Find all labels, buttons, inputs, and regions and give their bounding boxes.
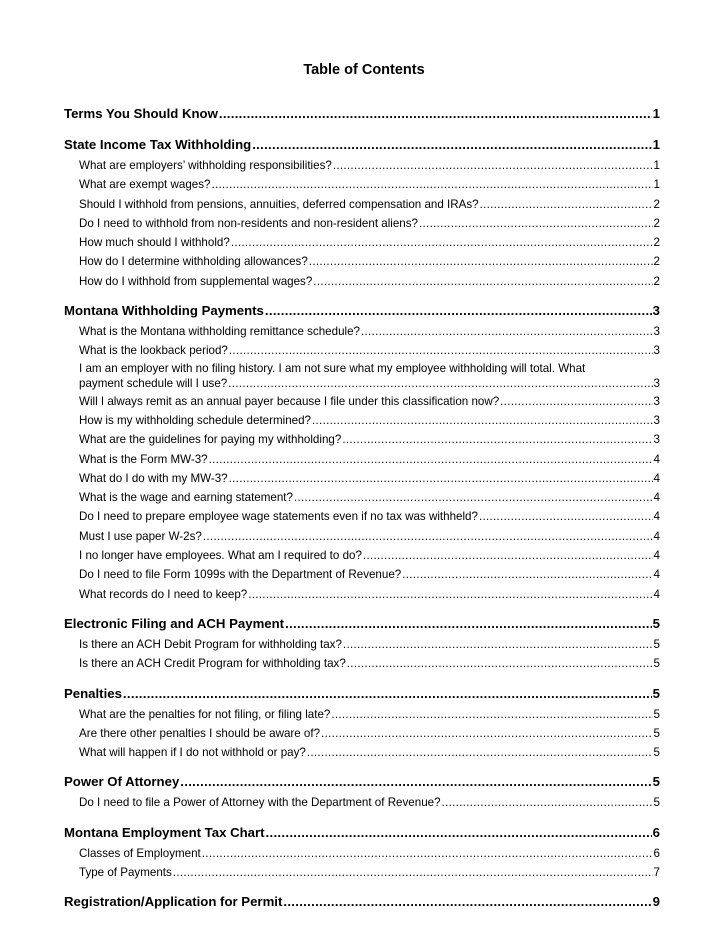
toc-entry[interactable]: [64, 156, 660, 175]
toc-entry-text: What is the Form MW-3?: [79, 452, 208, 466]
toc-entry[interactable]: [64, 863, 660, 882]
toc-entry[interactable]: [64, 175, 660, 194]
dot-leader: [331, 705, 652, 724]
toc-entry-text: What are the guidelines for paying my withholding?: [79, 433, 342, 447]
toc-entry[interactable]: [64, 322, 660, 341]
toc-page-number: 3: [653, 344, 660, 358]
toc-entry-text: Should I withhold from pensions, annuities, deferred compensation and IRAs?: [79, 197, 479, 211]
toc-heading[interactable]: [64, 103, 660, 125]
toc-entry[interactable]: [64, 705, 660, 724]
toc-heading[interactable]: [64, 683, 660, 705]
toc-page-number: 3: [653, 413, 660, 427]
toc-entry[interactable]: [64, 411, 660, 430]
dot-leader: [285, 613, 652, 635]
toc-entry-text: Is there an ACH Credit Program for withholding tax?: [79, 657, 346, 671]
dot-leader: [248, 585, 652, 604]
dot-leader: [343, 635, 653, 654]
dot-leader: [173, 863, 653, 882]
toc-page-number: 4: [653, 587, 660, 601]
dot-leader: [321, 724, 653, 743]
toc-page-number: 5: [653, 796, 660, 810]
toc-page-number: 1: [653, 159, 660, 172]
toc-page-number: 3: [652, 303, 660, 319]
toc-heading[interactable]: [64, 891, 660, 913]
toc-entry-first-line: I am an employer with no filing history. I am not sure what my employee withholding will total. What: [79, 361, 586, 375]
dot-leader: [402, 565, 652, 584]
toc-page-number: 5: [653, 707, 660, 721]
toc-entry-text: payment schedule will I use?: [79, 376, 228, 390]
toc-entry[interactable]: [64, 654, 660, 673]
dot-leader: [229, 341, 653, 360]
dot-leader: [309, 252, 653, 271]
toc-entry-text: What will happen if I do not withhold or pay?: [79, 746, 306, 760]
toc-page-number: 2: [653, 274, 660, 288]
toc-entry-text: What is the Montana withholding remittance schedule?: [79, 325, 360, 339]
toc-page-number: 1: [652, 137, 660, 152]
toc-page-number: 5: [653, 657, 660, 671]
toc-heading-title: Electronic Filing and ACH Payment: [64, 615, 285, 631]
dot-leader: [479, 507, 653, 526]
toc-heading[interactable]: [64, 300, 660, 322]
toc-entry[interactable]: [64, 469, 660, 488]
dot-leader: [123, 683, 652, 705]
toc-entry-text: Classes of Employment: [79, 846, 201, 860]
toc-page-number: 9: [652, 894, 660, 910]
toc-page-number: 5: [652, 615, 660, 631]
toc-heading-title: Registration/Application for Permit: [64, 894, 283, 910]
toc-entry-text: Do I need to file Form 1099s with the Department of Revenue?: [79, 568, 402, 582]
toc-page-number: 5: [652, 685, 660, 701]
dot-leader: [363, 546, 653, 565]
toc-entry-text: Type of Payments: [79, 866, 172, 880]
dot-leader: [480, 195, 653, 214]
toc-heading-title: Penalties: [64, 685, 122, 701]
toc-page-number: 7: [653, 866, 660, 880]
dot-leader: [265, 300, 652, 322]
dot-leader: [211, 175, 652, 194]
toc-page-number: 4: [653, 549, 660, 563]
toc-page-number: 3: [653, 394, 660, 408]
toc-entry-text: Do I need to withhold from non-residents and non-resident aliens?: [79, 216, 418, 230]
toc-page-number: 5: [653, 746, 660, 760]
toc-page-number: 6: [652, 824, 660, 840]
toc-entry-text: Do I need to file a Power of Attorney with the Department of Revenue?: [79, 796, 441, 810]
toc-heading-title: Power Of Attorney: [64, 774, 180, 790]
dot-leader: [231, 233, 653, 252]
dot-leader: [500, 392, 652, 411]
toc-entry[interactable]: [64, 585, 660, 604]
toc-entry[interactable]: [64, 450, 660, 469]
toc-section: [64, 613, 660, 674]
toc-entry[interactable]: [64, 195, 660, 214]
dot-leader: [313, 272, 652, 291]
toc-page-number: 1: [652, 106, 660, 121]
toc-entry[interactable]: [64, 272, 660, 291]
page-title: Table of Contents: [303, 62, 425, 78]
toc-entry[interactable]: [64, 546, 660, 565]
toc-section: [64, 683, 660, 763]
toc-entry[interactable]: [64, 844, 660, 863]
toc-entry-text: What are exempt wages?: [79, 178, 211, 192]
toc-page-number: 6: [653, 846, 660, 860]
dot-leader: [203, 527, 653, 546]
toc-entry[interactable]: [64, 361, 660, 392]
toc-entry[interactable]: [64, 430, 660, 449]
toc-heading-title: Montana Employment Tax Chart: [64, 824, 265, 840]
toc-section: [64, 771, 660, 812]
toc-entry[interactable]: [64, 233, 660, 252]
dot-leader: [229, 469, 653, 488]
toc-entry-text: Are there other penalties I should be aware of?: [79, 726, 321, 740]
toc-entry-text: How do I determine withholding allowances?: [79, 255, 308, 269]
toc-section: [64, 891, 660, 913]
dot-leader: [312, 411, 653, 430]
toc-page-number: 2: [653, 197, 660, 211]
dot-leader: [252, 134, 651, 156]
toc-section: [64, 103, 660, 125]
toc-entry[interactable]: [64, 488, 660, 507]
toc-entry-text: Do I need to prepare employee wage statements even if no tax was withheld?: [79, 510, 478, 524]
toc-page-number: 4: [653, 452, 660, 466]
toc-entry-text: How do I withhold from supplemental wages?: [79, 274, 313, 288]
toc-entry-text: Will I always remit as an annual payer because I file under this classification now?: [79, 394, 500, 408]
dot-leader: [342, 430, 652, 449]
toc-page-number: 3: [653, 433, 660, 447]
dot-leader: [333, 156, 653, 175]
dot-leader: [307, 743, 653, 762]
toc-heading[interactable]: [64, 134, 660, 156]
toc-heading[interactable]: [64, 613, 660, 635]
toc-entry-text: What are employers’ withholding responsibilities?: [79, 159, 332, 172]
dot-leader: [219, 103, 652, 125]
toc-entry-text: Is there an ACH Debit Program for withholding tax?: [79, 637, 342, 651]
toc-entry[interactable]: [64, 793, 660, 812]
toc-entry[interactable]: [64, 252, 660, 271]
toc-entry-text: Must I use paper W-2s?: [79, 529, 202, 543]
toc-page-number: 4: [653, 471, 660, 485]
toc-entry[interactable]: [64, 635, 660, 654]
toc-entry[interactable]: [64, 392, 660, 411]
toc-heading[interactable]: [64, 822, 660, 844]
toc-entry[interactable]: [64, 743, 660, 762]
dot-leader: [209, 450, 653, 469]
toc-entry[interactable]: [64, 565, 660, 584]
dot-leader: [228, 376, 652, 392]
toc-entry[interactable]: [64, 341, 660, 360]
toc-page-number: 4: [653, 529, 660, 543]
toc-entry-text: How is my withholding schedule determined?: [79, 413, 311, 427]
toc-entry-text: What is the lookback period?: [79, 344, 228, 358]
toc-section: [64, 300, 660, 604]
toc-entry-text: What do I do with my MW-3?: [79, 471, 228, 485]
toc-page-number: 5: [653, 637, 660, 651]
toc-heading[interactable]: [64, 771, 660, 793]
dot-leader: [347, 654, 653, 673]
toc-page-number: 3: [653, 376, 660, 390]
toc-section: [64, 822, 660, 883]
toc-page-number: 2: [653, 255, 660, 269]
dot-leader: [419, 214, 653, 233]
toc-page-number: 2: [653, 216, 660, 230]
toc-page-number: 4: [653, 491, 660, 505]
toc-entry[interactable]: [64, 724, 660, 743]
dot-leader: [266, 822, 652, 844]
toc-entry-text: What records do I need to keep?: [79, 587, 248, 601]
dot-leader: [294, 488, 653, 507]
toc-entry[interactable]: [64, 214, 660, 233]
toc-heading-title: Terms You Should Know: [64, 106, 218, 121]
toc-entry-text: What are the penalties for not filing, or filing late?: [79, 707, 331, 721]
toc-page-number: 5: [653, 726, 660, 740]
toc-page-number: 2: [653, 236, 660, 250]
toc-page-number: 4: [653, 568, 660, 582]
table-of-contents: [64, 103, 660, 913]
dot-leader: [361, 322, 653, 341]
dot-leader: [180, 771, 651, 793]
dot-leader: [202, 844, 653, 863]
dot-leader: [442, 793, 653, 812]
toc-heading-title: State Income Tax Withholding: [64, 137, 252, 152]
toc-entry[interactable]: [64, 527, 660, 546]
toc-page-number: 3: [653, 325, 660, 339]
toc-page-number: 5: [652, 774, 660, 790]
toc-section: [64, 134, 660, 291]
dot-leader: [283, 891, 651, 913]
toc-page-number: 4: [653, 510, 660, 524]
toc-entry[interactable]: [64, 507, 660, 526]
toc-entry-text: I no longer have employees. What am I required to do?: [79, 549, 362, 563]
toc-entry-text: How much should I withhold?: [79, 236, 230, 250]
toc-page-number: 1: [653, 178, 660, 192]
toc-entry-text: What is the wage and earning statement?: [79, 491, 293, 505]
toc-heading-title: Montana Withholding Payments: [64, 303, 264, 319]
